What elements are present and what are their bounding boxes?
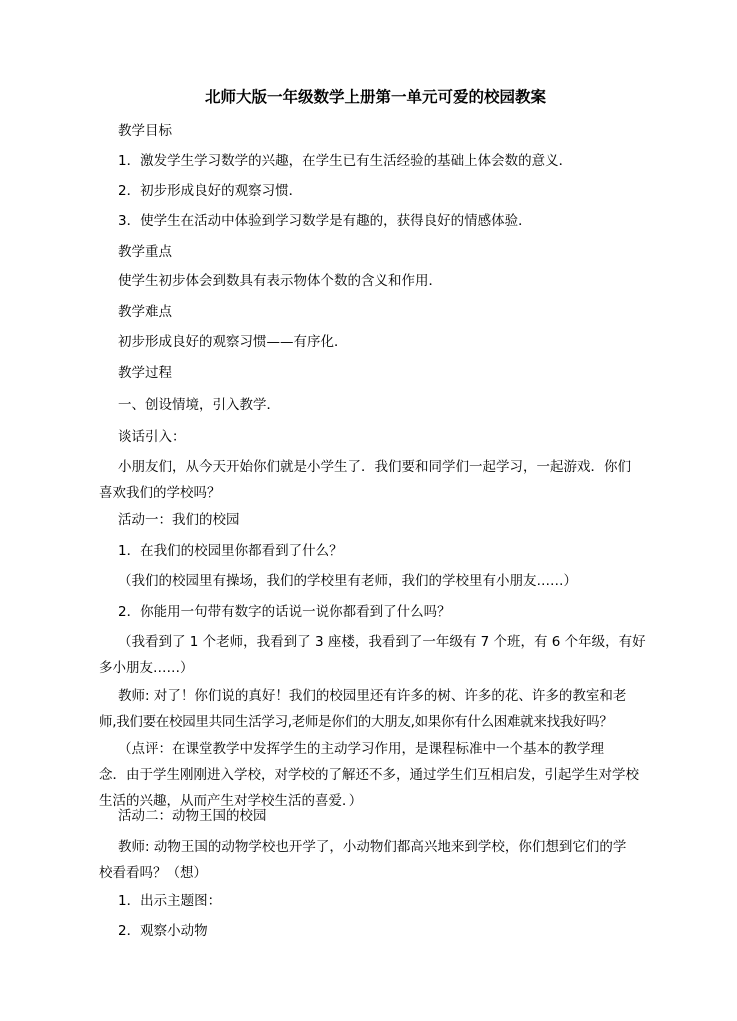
goal-item-3: 3．使学生在活动中体验到学习数学是有趣的，获得良好的情感体验． <box>118 213 532 229</box>
heading-process: 教学过程 <box>118 365 172 381</box>
paragraph-line: 师,我们要在校园里共同生活学习,老师是你们的大朋友,如果你有什么困难就来找我好吗？ <box>99 714 613 730</box>
heading-difficulties: 教学难点 <box>118 304 172 320</box>
paragraph-line: 教师: 动物王国的动物学校也开学了，小动物们都高兴地来到学校，你们想到它们的学 <box>118 839 627 855</box>
paragraph-line: （我看到了 1 个老师，我看到了 3 座楼，我看到了一年级有 7 个班，有 6 个年级，有好 <box>118 634 646 650</box>
activity-2-heading: 活动二：动物王国的校园 <box>118 808 267 824</box>
activity-1-answer-1: （我们的校园里有操场，我们的学校里有老师，我们的学校里有小朋友……） <box>118 573 577 589</box>
activity-1-answer-2 <box>99 629 658 681</box>
activity-1-question-2: 2．你能用一句带有数字的话说一说你都看到了什么吗？ <box>118 604 451 620</box>
paragraph-line: （点评：在课堂教学中发挥学生的主动学习作用，是课程标准中一个基本的教学理 <box>118 741 604 757</box>
goal-item-2: 2．初步形成良好的观察习惯． <box>118 183 303 199</box>
paragraph-line: 念．由于学生刚刚进入学校，对学校的了解还不多，通过学生们互相启发，引起学生对学校 <box>99 767 639 783</box>
activity-1-question-1: 1．在我们的校园里你都看到了什么？ <box>118 543 343 559</box>
paragraph-line: 多小朋友……） <box>99 660 194 676</box>
step-1: 1．出示主题图： <box>118 893 222 909</box>
heading-teaching-goals: 教学目标 <box>118 123 172 139</box>
activity-1-heading: 活动一：我们的校园 <box>118 512 240 528</box>
talk-intro: 谈话引入： <box>118 429 186 445</box>
goal-item-1: 1．激发学生学习数学的兴趣，在学生已有生活经验的基础上体会数的意义． <box>118 153 573 169</box>
document-title: 北师大版一年级数学上册第一单元可爱的校园教案 <box>204 87 546 106</box>
step-2: 2．观察小动物 <box>118 923 208 939</box>
difficulty-text: 初步形成良好的观察习惯——有序化． <box>118 334 348 350</box>
paragraph-line: 教师: 对了！你们说的真好！我们的校园里还有许多的树、许多的花、许多的教室和老 <box>118 688 627 704</box>
heading-key-points: 教学重点 <box>118 244 172 260</box>
section-1-heading: 一、创设情境，引入教学． <box>118 397 280 413</box>
paragraph-intro <box>99 454 658 506</box>
teacher-remark-1 <box>99 683 658 735</box>
paragraph-line: 喜欢我们的学校吗？ <box>99 485 221 501</box>
paragraph-line: 小朋友们，从今天开始你们就是小学生了．我们要和同学们一起学习，一起游戏．你们 <box>118 459 631 475</box>
teacher-remark-2 <box>99 834 658 886</box>
key-point-text: 使学生初步体会到数具有表示物体个数的含义和作用． <box>118 273 442 289</box>
paragraph-line: 生活的兴趣，从而产生对学校生活的喜爱．） <box>99 793 363 809</box>
paragraph-line: 校看看吗？（想） <box>99 865 207 881</box>
